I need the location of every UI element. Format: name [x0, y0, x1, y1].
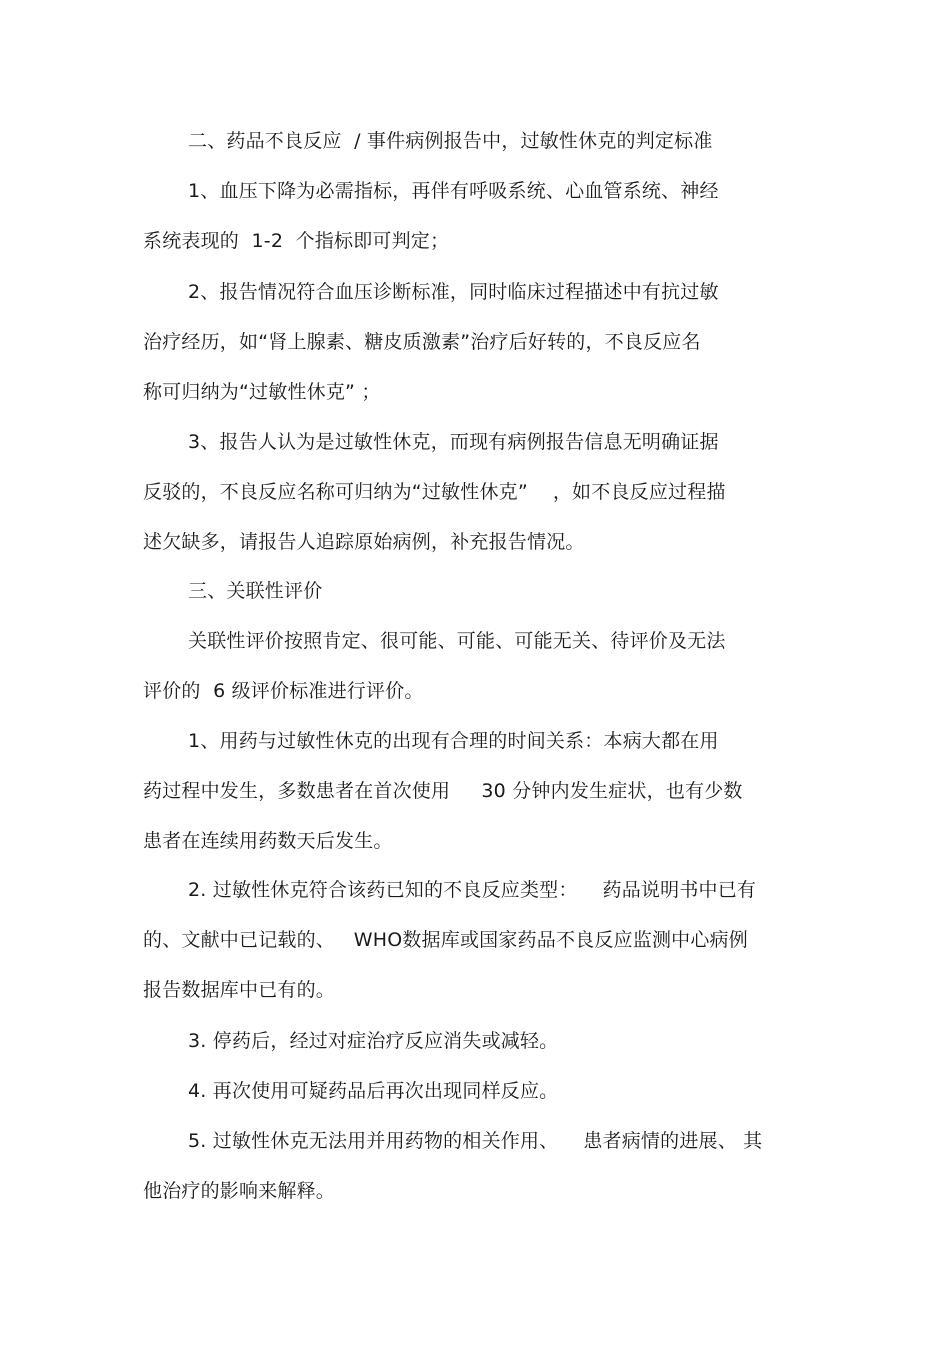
paragraph-line: 称可归纳为“过敏性休克” ； [143, 381, 381, 403]
paragraph-line: 患者在连续用药数天后发生。 [143, 830, 393, 852]
paragraph-line: 4. 再次使用可疑药品后再次出现同样反应。 [188, 1080, 559, 1102]
paragraph-line: 系统表现的 1-2 个指标即可判定； [143, 230, 450, 252]
paragraph-line: 3、报告人认为是过敏性休克，而现有病例报告信息无明确证据 [188, 431, 719, 453]
paragraph-line: 他治疗的影响来解释。 [143, 1180, 336, 1202]
paragraph-line: 3. 停药后，经过对症治疗反应消失或减轻。 [188, 1030, 559, 1052]
paragraph-line: 的、文献中已记载的、 WHO数据库或国家药品不良反应监测中心病例 [143, 929, 748, 951]
paragraph-line: 1、血压下降为必需指标，再伴有呼吸系统、心血管系统、神经 [188, 180, 719, 202]
paragraph-line: 药过程中发生，多数患者在首次使用 30 分钟内发生症状，也有少数 [143, 780, 743, 802]
paragraph-line: 1、用药与过敏性休克的出现有合理的时间关系：本病大都在用 [188, 730, 719, 752]
section-heading: 三、关联性评价 [188, 580, 323, 602]
paragraph-line: 反驳的，不良反应名称可归纳为“过敏性休克” ，如不良反应过程描 [143, 481, 726, 503]
paragraph-line: 5. 过敏性休克无法用并用药物的相关作用、 患者病情的进展、 其 [188, 1130, 763, 1152]
paragraph-line: 治疗经历，如“肾上腺素、糖皮质激素”治疗后好转的，不良反应名 [143, 331, 701, 353]
section-heading: 二、药品不良反应 / 事件病例报告中，过敏性休克的判定标准 [188, 130, 713, 152]
paragraph-line: 2、报告情况符合血压诊断标准，同时临床过程描述中有抗过敏 [188, 281, 719, 303]
paragraph-line: 报告数据库中已有的。 [143, 979, 336, 1001]
paragraph-line: 关联性评价按照肯定、很可能、可能、可能无关、待评价及无法 [188, 630, 726, 652]
paragraph-line: 2. 过敏性休克符合该药已知的不良反应类型： 药品说明书中已有 [188, 879, 757, 901]
paragraph-line: 述欠缺多，请报告人追踪原始病例，补充报告情况。 [143, 531, 585, 553]
paragraph-line: 评价的 6 级评价标准进行评价。 [143, 680, 424, 702]
